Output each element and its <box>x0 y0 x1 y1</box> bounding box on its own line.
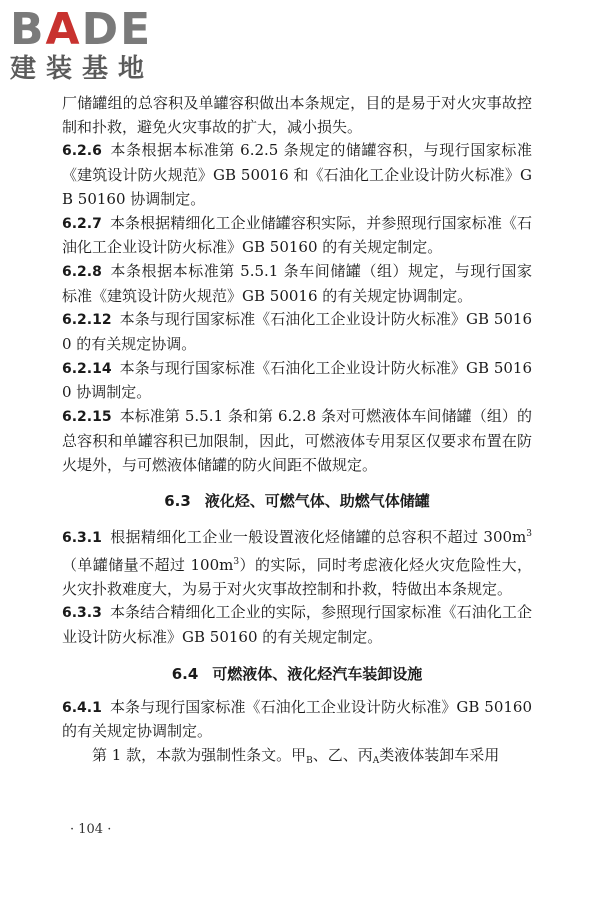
logo-subtitle: 建装基地 <box>10 54 155 84</box>
clause-number: 6.2.7 <box>62 215 102 232</box>
clause-number: 6.4.1 <box>62 699 102 716</box>
clause-6-2-15: 6.2.15 本标准第 5.5.1 条和第 6.2.8 条对可燃液体车间储罐（组）的总容积和单罐容积已加限制，因此，可燃液体专用泵区仅要求布置在防火堤外，与可燃液体储罐的防火间距不做规定。 <box>62 407 532 474</box>
section-heading-6-3: 6.3 液化烃、可燃气体、助燃气体储罐 <box>164 492 430 511</box>
bade-logo <box>10 6 180 84</box>
clause-6-3-1: 6.3.1 根据精细化工企业一般设置液化烃储罐的总容积不超过 $300m^3$（单罐储量不超过 $100m^3$）的实际，同时考虑液化烃火灾危险性大，火灾扑救难度大，为易于对火灾事故控制和扑救，特做出本条规定。 <box>62 528 532 598</box>
clause-number: 6.2.12 <box>62 312 112 329</box>
clause-6-2-12: 6.2.12 本条与现行国家标准《石油化工企业设计防火标准》GB 50160 的有关规定协调。 <box>62 310 532 354</box>
clause-6-2-7: 6.2.7 本条根据精细化工企业储罐容积实际，并参照现行国家标准《石油化工企业设计防火标准》GB 50160 的有关规定制定。 <box>62 213 532 257</box>
clause-6-3-3: 6.3.3 本条结合精细化工企业的实际，参照现行国家标准《石油化工企业设计防火标准》GB 50160 的有关规定制定。 <box>62 603 532 647</box>
clause-number: 6.2.15 <box>62 409 112 426</box>
clause-number: 6.2.14 <box>62 360 112 377</box>
clause-6-2-8: 6.2.8 本条根据本标准第 5.5.1 条车间储罐（组）规定，与现行国家标准《建筑设计防火规范》GB 50016 的有关规定协调制定。 <box>62 261 532 305</box>
clause-6-2-14: 6.2.14 本条与现行国家标准《石油化工企业设计防火标准》GB 50160 协调制定。 <box>62 358 532 402</box>
page-body <box>62 92 532 774</box>
clause-number: 6.2.8 <box>62 263 102 280</box>
paragraph-continued: 厂储罐组的总容积及单罐容积做出本条规定，目的是易于对火灾事故控制和扑救，避免火灾事故的扩大，减小损失。 <box>62 94 532 136</box>
clause-6-4-1: 6.4.1 本条与现行国家标准《石油化工企业设计防火标准》GB 50160 的有关规定协调制定。 <box>62 697 532 741</box>
clause-number: 6.3.3 <box>62 605 102 622</box>
clause-6-2-6: 6.2.6 本条根据本标准第 6.2.5 条规定的储罐容积，与现行国家标准《建筑设计防火规范》GB 50016 和《石油化工企业设计防火标准》GB 50160 协调制定。 <box>62 141 532 208</box>
clause-number: 6.3.1 <box>62 530 102 547</box>
page-number: · 104 · <box>70 822 112 837</box>
paragraph-item-1: 第 1 款，本款为强制性条文。甲$_B$、乙、丙$_A$类液体装卸车采用 <box>92 746 500 767</box>
section-heading-6-4: 6.4 可燃液体、液化烃汽车装卸设施 <box>171 664 423 683</box>
logo-wordmark: BADE <box>10 4 153 55</box>
clause-number: 6.2.6 <box>62 143 102 160</box>
